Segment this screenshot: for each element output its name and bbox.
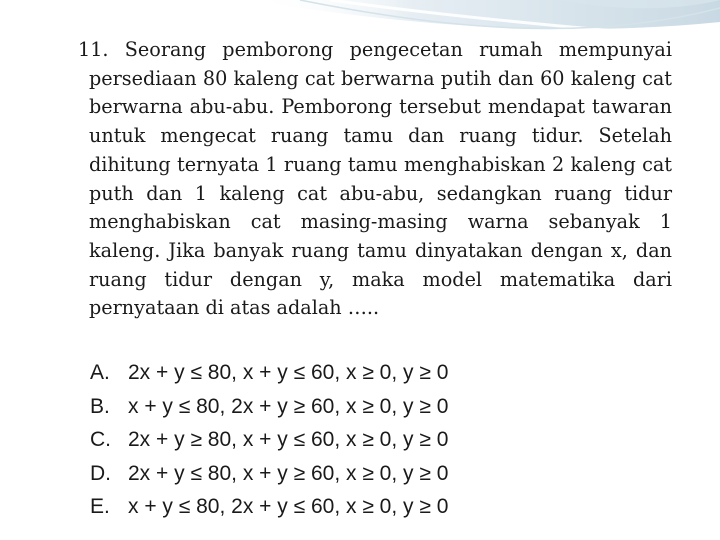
option-letter: C. bbox=[90, 428, 111, 451]
option-c bbox=[90, 423, 610, 457]
option-letter: A. bbox=[90, 361, 110, 384]
question-text: Seorang pemborong pengecetan rumah mempunyai persediaan 80 kaleng cat berwarna putih dan 60 kaleng cat berwarna abu-abu. Pemborong tersebut mendapat tawaran untuk mengecat ruang tamu dan ruang tidur. Setelah dihitung ternyata 1 ruang tamu menghabiskan 2 kaleng cat puth dan 1 kaleng cat abu-abu, sedangkan ruang tidur menghabiskan cat masing-masing warna sebanyak 1 kaleng. Jika banyak ruang tamu dinyatakan dengan x, dan ruang tidur dengan y, maka model matematika dari pernyataan di atas adalah ….. bbox=[89, 38, 672, 320]
answer-options bbox=[90, 356, 610, 524]
option-d bbox=[90, 457, 610, 491]
question-paragraph bbox=[78, 36, 672, 323]
option-text: x + y ≤ 80, 2x + y ≥ 60, x ≥ 0, y ≥ 0 bbox=[128, 394, 449, 418]
option-text: 2x + y ≤ 80, x + y ≤ 60, x ≥ 0, y ≥ 0 bbox=[128, 361, 449, 384]
option-letter: E. bbox=[90, 495, 110, 518]
option-text: x + y ≤ 80, 2x + y ≤ 60, x ≥ 0, y ≥ 0 bbox=[128, 495, 449, 518]
question-block bbox=[78, 36, 672, 323]
option-text: 2x + y ≤ 80, x + y ≥ 60, x ≥ 0, y ≥ 0 bbox=[128, 461, 449, 485]
option-letter: D. bbox=[90, 461, 111, 485]
option-letter: B. bbox=[90, 394, 110, 418]
option-e bbox=[90, 490, 610, 524]
option-a bbox=[90, 356, 610, 390]
question-number: 11. bbox=[78, 38, 109, 61]
option-b bbox=[90, 390, 610, 424]
option-text: 2x + y ≥ 80, x + y ≤ 60, x ≥ 0, y ≥ 0 bbox=[128, 428, 449, 451]
